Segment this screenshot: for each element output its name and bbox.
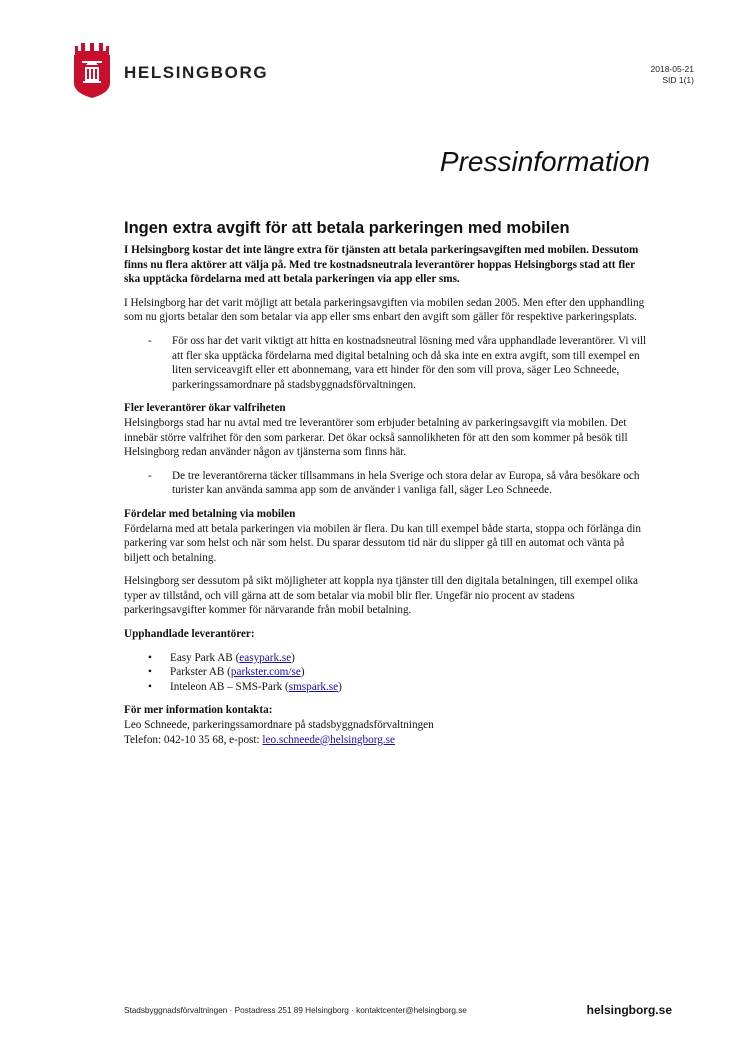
- list-item: • Inteleon AB – SMS-Park (smspark.se): [170, 680, 650, 695]
- list-item: • Easy Park AB (easypark.se): [170, 651, 650, 666]
- article-lead: I Helsingborg kostar det inte längre extra för tjänsten att betala parkeringsavgiften med mobilen. Dessutom finns nu flera aktörer att välja på. Med tre kostnadsneutrala leverantörer hoppas Helsingborgs stad att fler ska upptäcka fördelarna med att betala parkeringen via app eller sms.: [124, 244, 639, 286]
- page-number: SID 1(1): [662, 75, 694, 85]
- list-item: • Parkster AB (parkster.com/se): [170, 665, 650, 680]
- document-type: Pressinformation: [439, 146, 650, 177]
- contact-line: Leo Schneede, parkeringssamordnare på stadsbyggnadsförvaltningen: [124, 719, 434, 732]
- paragraph: I Helsingborg har det varit möjligt att betala parkeringsavgiften via mobilen sedan 2005. Men efter den upphandling som nu gjorts betalar den som betalar via app eller sms enbart den avgift som gäller för respektive parkeringsplats.: [124, 296, 645, 324]
- paragraph: Helsingborg ser dessutom på sikt möjligheter att koppla nya tjänster till den digitala betalningen, till exempel olika typer av tillstånd, och vill gärna att de som betalar via mobil blir fler. Ungefär nio procent av stadens parkeringsavgifter kommer för närvarande från mobil betalning.: [124, 575, 638, 617]
- subheading: Upphandlade leverantörer:: [124, 628, 255, 641]
- easypark-link[interactable]: easypark.se: [239, 651, 292, 664]
- smspark-link[interactable]: smspark.se: [288, 680, 339, 693]
- subheading: Fördelar med betalning via mobilen: [124, 507, 296, 520]
- quote: - För oss har det varit viktigt att hitta en kostnadsneutral lösning med våra upphandlade leverantörer. Vi vill att fler ska upptäcka fördelarna med digital betalning och då ska inte en extra avgift, som till exempel en liten serviceavgift eller ett abonnemang, vara ett hinder för den som vill prova, säger Leo Schneede, parkeringssamordnare på stadsbyggnadsförvaltningen.: [148, 334, 647, 391]
- paragraph: Helsingborgs stad har nu avtal med tre leverantörer som erbjuder betalning av parkeringsavgift via mobilen. Det innebär större valfrihet för den som parkerar. Det ökar också sannolikheten för att den som kommer på besök till Helsingborg redan använder någon av tjänsterna som finns här.: [124, 416, 628, 459]
- brand-name: HELSINGBORG: [124, 63, 269, 82]
- contact-heading: För mer information kontakta:: [124, 704, 273, 717]
- document-date: 2018-05-21: [650, 64, 694, 74]
- paragraph: Fördelarna med att betala parkeringen via mobilen är flera. Du kan till exempel både starta, stoppa och förlänga din parkering var som helst och när som helst. Du sparar dessutom tid när du slipper gå till en automat och vänta på biljett och betalning.: [124, 522, 641, 564]
- contact-phone-line: Telefon: 042-10 35 68, e-post: leo.schneede@helsingborg.se: [124, 733, 395, 746]
- dash-icon: -: [148, 469, 152, 482]
- parkster-link[interactable]: parkster.com/se: [230, 666, 301, 679]
- footer-address: Stadsbyggnadsförvaltningen · Postadress 251 89 Helsingborg · kontaktcenter@helsingborg.se: [124, 1006, 467, 1015]
- contact-email-link[interactable]: leo.schneede@helsingborg.se: [262, 733, 395, 746]
- subheading: Fler leverantörer ökar valfriheten: [124, 402, 286, 415]
- article-title: Ingen extra avgift för att betala parkeringen med mobilen: [124, 219, 570, 237]
- footer-site: helsingborg.se: [586, 1003, 672, 1017]
- quote: - De tre leverantörerna täcker tillsammans in hela Sverige och stora delar av Europa, så våra besökare och turister kan använda samma app som de använder i vanliga fall, säger Leo Schneede.: [148, 469, 640, 497]
- supplier-list: [124, 651, 650, 695]
- article-body: [124, 218, 650, 747]
- helsingborg-crest-icon: [74, 43, 110, 98]
- document-meta: [651, 64, 694, 86]
- dash-icon: -: [148, 334, 152, 347]
